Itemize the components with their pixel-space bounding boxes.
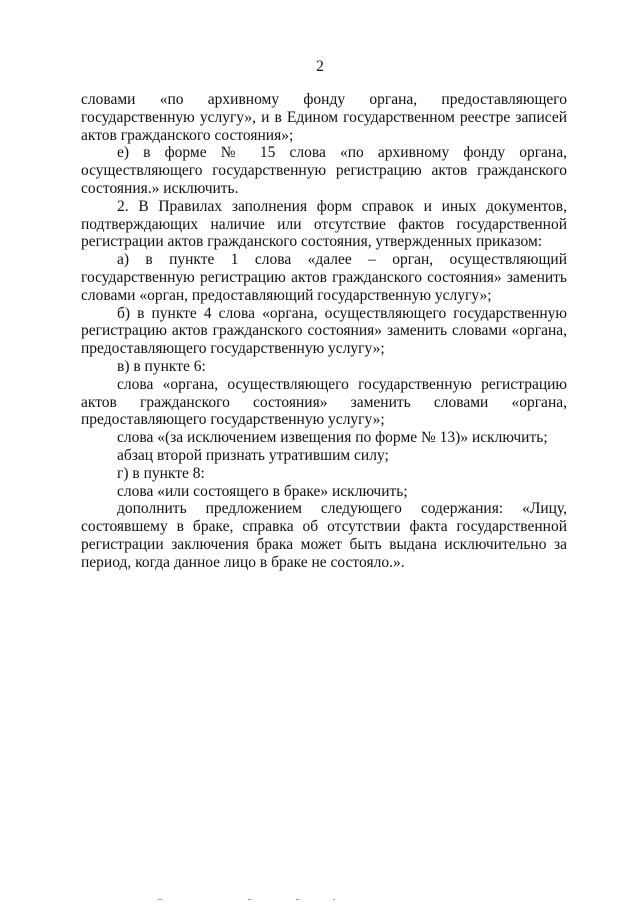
paragraph-item-v: в) в пункте 6: (117, 357, 206, 375)
scan-mark (248, 899, 251, 900)
scan-mark (333, 899, 335, 900)
page-number: 2 (316, 58, 324, 75)
paragraph-section-2: 2. В Правилах заполнения форм справок и иных документов, подтверждающих наличие или отсутствие фактов государственной регистрации актов гражданского состояния, утвержденных приказом: (81, 197, 567, 251)
scan-mark (158, 899, 162, 900)
paragraph-item-g-words: слова «или состоящего в браке» исключить; (117, 482, 408, 500)
paragraph-item-v-exclusion: слова «(за исключением извещения по форме № 13)» исключить; (117, 429, 548, 447)
paragraph-item-g: г) в пункте 8: (117, 464, 205, 482)
paragraph-continuation: словами «по архивному фонду органа, предоставляющего государственную услугу», и в Едином государственном реестре записей актов гражданского состояния»; (81, 91, 567, 144)
paragraph-item-v-abzac: абзац второй признать утратившим силу; (117, 446, 389, 464)
paragraph-item-b: б) в пункте 4 слова «органа, осуществляющего государственную регистрацию актов гражданского состояния» заменить словами «органа, предоставляющего государственную услугу»; (81, 304, 567, 358)
paragraph-item-g-addition: дополнить предложением следующего содержания: «Лицу, состоявшему в браке, справка об отсутствии факта государственной регистрации заключения брака может быть выдана исключительно за период, когда данное лицо в браке не состояло.». (81, 500, 567, 571)
document-body (81, 91, 567, 572)
paragraph-item-v-words: слова «органа, осуществляющего государственную регистрацию актов гражданского состояния» заменить словами «органа, предоставляющего государственную услугу»; (81, 375, 567, 429)
paragraph-item-e: е) в форме № 15 слова «по архивному фонду органа, осуществляющего государственную регистрацию актов гражданского состояния.» исключить. (81, 144, 567, 197)
paragraph-item-a: а) в пункте 1 слова «далее – орган, осуществляющий государственную регистрацию актов гражданского состояния» заменить словами «орган, предоставляющий государственную услугу»; (81, 251, 567, 304)
scan-mark (296, 899, 299, 900)
